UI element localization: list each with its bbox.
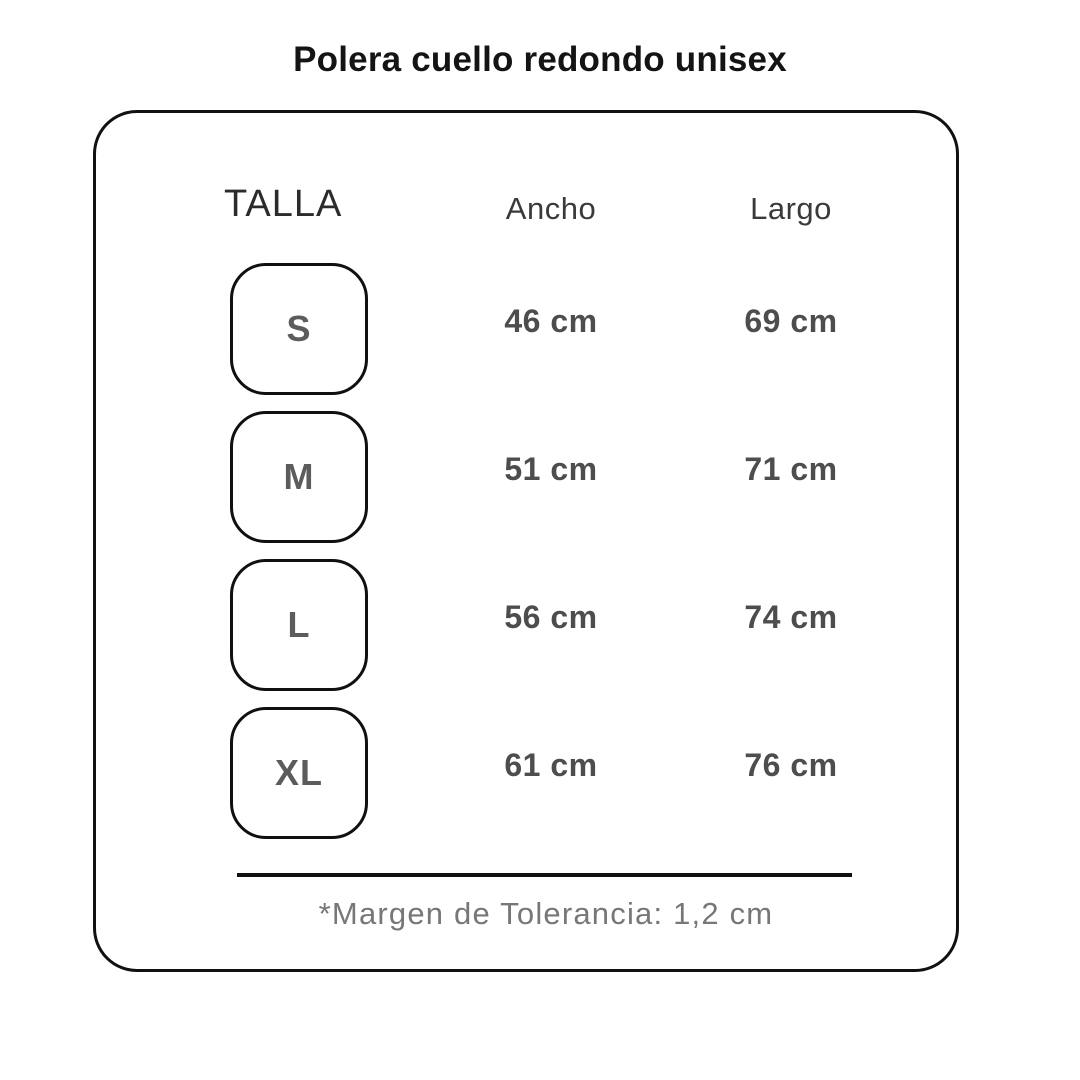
size-badge: M [230,411,368,543]
column-header-size: TALLA [224,183,343,225]
size-badge: L [230,559,368,691]
table-row [96,255,962,403]
cell-width: 61 cm [504,747,598,783]
table-row [96,551,962,699]
size-badge: S [230,263,368,395]
size-chart-table [96,113,962,975]
size-badge: XL [230,707,368,839]
tolerance-footnote: *Margen de Tolerancia: 1,2 cm [318,896,774,931]
cell-width: 46 cm [504,303,598,339]
footnote-divider [237,873,852,877]
cell-width: 51 cm [504,451,598,487]
cell-length: 74 cm [744,599,838,635]
size-chart-card [93,110,959,972]
cell-length: 71 cm [744,451,838,487]
table-row [96,403,962,551]
page-title: Polera cuello redondo unisex [293,40,787,79]
cell-length: 69 cm [744,303,838,339]
column-header-width: Ancho [505,191,597,226]
column-header-length: Largo [750,191,832,226]
cell-width: 56 cm [504,599,598,635]
cell-length: 76 cm [744,747,838,783]
table-row [96,699,962,847]
